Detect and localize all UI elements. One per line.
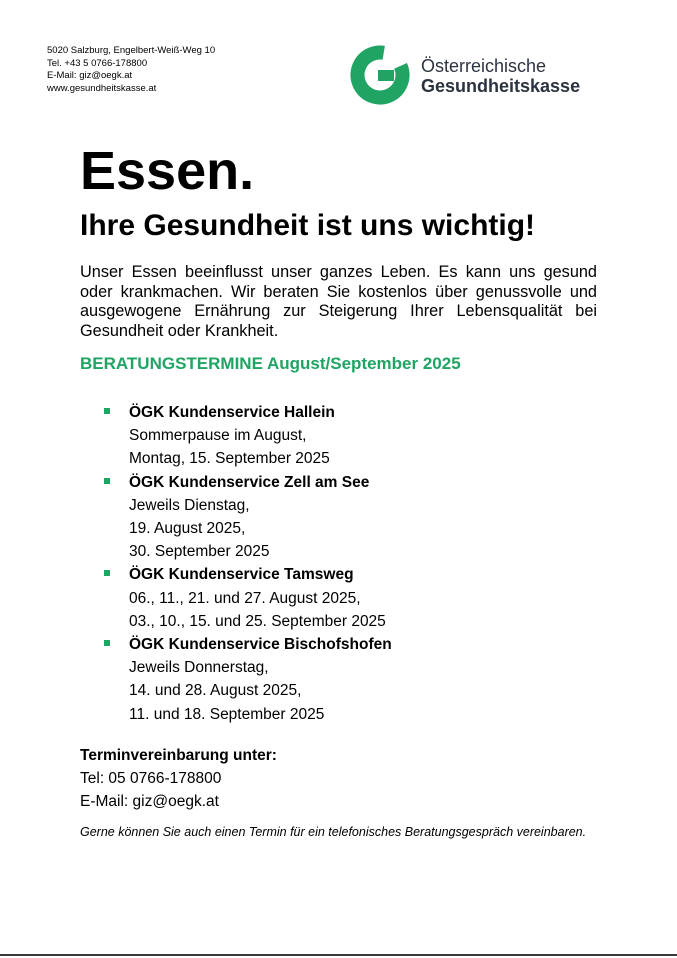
page-subtitle: Ihre Gesundheit ist uns wichtig! bbox=[80, 209, 536, 242]
location-detail: Jeweils Donnerstag, bbox=[129, 659, 269, 677]
contact-label: Terminvereinbarung unter: bbox=[80, 747, 277, 764]
oegk-logo-icon bbox=[349, 44, 411, 106]
logo-line-2: Gesundheitskasse bbox=[421, 76, 581, 96]
location-detail: Jeweils Dienstag, bbox=[129, 496, 250, 514]
location-detail: 30. September 2025 bbox=[129, 543, 270, 561]
location-detail: Montag, 15. September 2025 bbox=[129, 450, 330, 468]
section-heading: BERATUNGSTERMINE August/September 2025 bbox=[80, 354, 461, 373]
location-detail: 03., 10., 15. und 25. September 2025 bbox=[129, 612, 386, 630]
intro-paragraph: Unser Essen beeinflusst unser ganzes Leben. Es kann uns gesund oder krankmachen. Wir beraten Sie kostenlos über genussvolle und ausgewogene Ernährung zur Steigerung Ihrer Lebensqualität bei Gesundheit oder Krankheit. bbox=[80, 263, 597, 340]
page-title: Essen. bbox=[80, 141, 255, 201]
bullet-icon bbox=[104, 640, 110, 646]
address-block bbox=[47, 45, 215, 95]
phone-line: Tel. +43 5 0766-178800 bbox=[47, 57, 148, 69]
list-item-bischofshofen bbox=[104, 633, 392, 726]
contact-block bbox=[80, 744, 277, 814]
location-name: ÖGK Kundenservice Tamsweg bbox=[129, 566, 354, 584]
location-detail: 06., 11., 21. und 27. August 2025, bbox=[129, 589, 361, 607]
list-item-hallein bbox=[104, 401, 392, 471]
bullet-icon bbox=[104, 478, 110, 484]
oegk-logo bbox=[349, 44, 599, 106]
location-name: ÖGK Kundenservice Bischofshofen bbox=[129, 636, 392, 654]
note-text: Gerne können Sie auch einen Termin für ein telefonisches Beratungsgespräch vereinbaren. bbox=[80, 825, 587, 839]
location-detail: Sommerpause im August, bbox=[129, 427, 307, 445]
bullet-icon bbox=[104, 570, 110, 576]
location-detail: 14. und 28. August 2025, bbox=[129, 682, 302, 700]
location-detail: 19. August 2025, bbox=[129, 520, 246, 538]
bullet-icon bbox=[104, 408, 110, 414]
contact-email: E-Mail: giz@oegk.at bbox=[80, 793, 219, 811]
logo-line-1: Österreichische bbox=[421, 56, 547, 76]
location-name: ÖGK Kundenservice Hallein bbox=[129, 404, 335, 421]
email-line: E-Mail: giz@oegk.at bbox=[47, 70, 133, 81]
list-item-tamsweg bbox=[104, 563, 392, 633]
website-line: www.gesundheitskasse.at bbox=[47, 82, 157, 94]
location-list bbox=[104, 401, 392, 726]
location-name: ÖGK Kundenservice Zell am See bbox=[129, 473, 370, 491]
address-line: 5020 Salzburg, Engelbert-Weiß-Weg 10 bbox=[47, 45, 216, 56]
list-item-zell-am-see bbox=[104, 471, 392, 564]
contact-phone: Tel: 05 0766-178800 bbox=[80, 770, 222, 788]
bottom-divider bbox=[0, 954, 677, 956]
logo-wordmark bbox=[421, 56, 580, 96]
location-detail: 11. und 18. September 2025 bbox=[129, 705, 325, 723]
